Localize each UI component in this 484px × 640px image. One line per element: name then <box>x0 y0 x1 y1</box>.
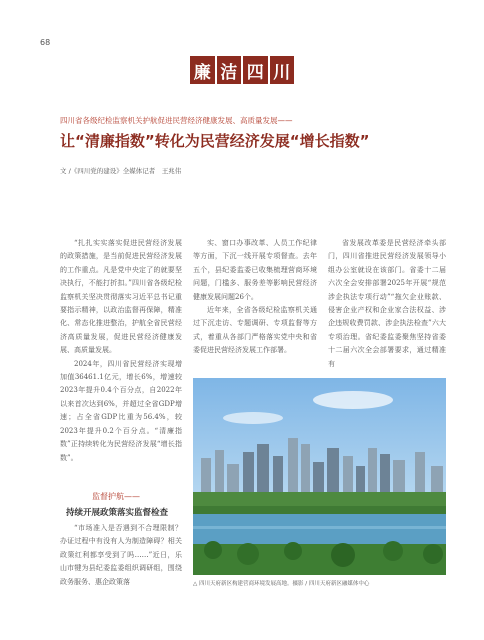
article-subtitle: 四川省各级纪检监察机关护航促进民营经济健康发展、高质量发展—— <box>60 116 293 125</box>
paragraph: 省发展改革委是民营经济牵头部门，四川省推进民营经济发展领导小组办公室就设在该部门。省委十二届六次全会安排部署2025年开展“规范涉企执法专项行动”“拖欠企业账款、侵害企业产权和企业家合法权益、涉企违规收费罚款、涉企执法检查”六大专项治理。省纪委监委聚焦坚持省委十二届六次全会部署要求，通过精准有 <box>328 239 446 368</box>
paragraph: “扎扎实实落实促进民营经济发展的政策措施，是当前促进民营经济发展的工作重点。凡是党中央定了的就要坚决执行，不能打折扣。”四川省各级纪检监察机关坚决贯彻落实习近平总书记重要指示精神，以政治监督再保障，精准化、常态化推进整治，护航全省民营经济高质量发展，促进民营经济健康发展、高质量发展。 <box>60 239 182 355</box>
banner-char-2: 洁 <box>217 56 242 84</box>
page-number: 68 <box>40 38 51 47</box>
body-column-4 <box>60 522 182 589</box>
body-column-1 <box>60 237 182 474</box>
article-byline: 文 /《四川党的建设》全媒体记者 王兆伟 <box>60 167 182 175</box>
banner-char-3: 四 <box>243 56 268 84</box>
banner-char-1: 廉 <box>190 56 215 84</box>
skyline-illustration <box>193 378 446 575</box>
banner-char-4: 川 <box>270 56 295 84</box>
paragraph: 2024年，四川省民营经济实现增加值36461.1亿元，增长6%，增速较2023年提升0.4个百分点，自2022年以来首次达到6%，并超过全省GDP增速；占全省GDP比重为56.4%，较2023年提升0.2个百分点。“清廉指数”正持续转化为民营经济发展“增长指数”。 <box>60 359 182 462</box>
paragraph: 实、窗口办事改革、人员工作纪律等方面，下沉一线开展专项督查。去年五个，县纪委监委已收集梳理营商环境问题，门槛多、服务差等影响民营经济健康发展问题26个。 <box>193 239 317 301</box>
column-banner <box>190 56 294 84</box>
section-label: 监督护航—— <box>92 492 140 501</box>
photo-caption: △ 四川天府新区构建营商环境发展高地。摄影 / 四川天府新区融媒体中心 <box>193 581 370 587</box>
paragraph: “市场准入是否遇到不合理限制？办证过程中有没有人为制造障碍？相关政策红利都享受到了吗……”近日，乐山市犍为县纪委监委组织调研组，围绕政务服务、惠企政策落 <box>60 524 182 586</box>
article-headline: 让“清廉指数”转化为民营经济发展“增长指数” <box>60 132 370 150</box>
body-column-2 <box>193 237 317 371</box>
section-title: 持续开展政策落实监督检查 <box>66 508 169 518</box>
paragraph: 近年来，全省各级纪检监察机关通过下沉走访、专题调研、专项监督等方式，着重从各部门严格落实党中央和省委促进民营经济发展工作部署。 <box>193 306 317 355</box>
body-column-3 <box>328 237 446 371</box>
city-skyline-photo <box>193 378 446 575</box>
